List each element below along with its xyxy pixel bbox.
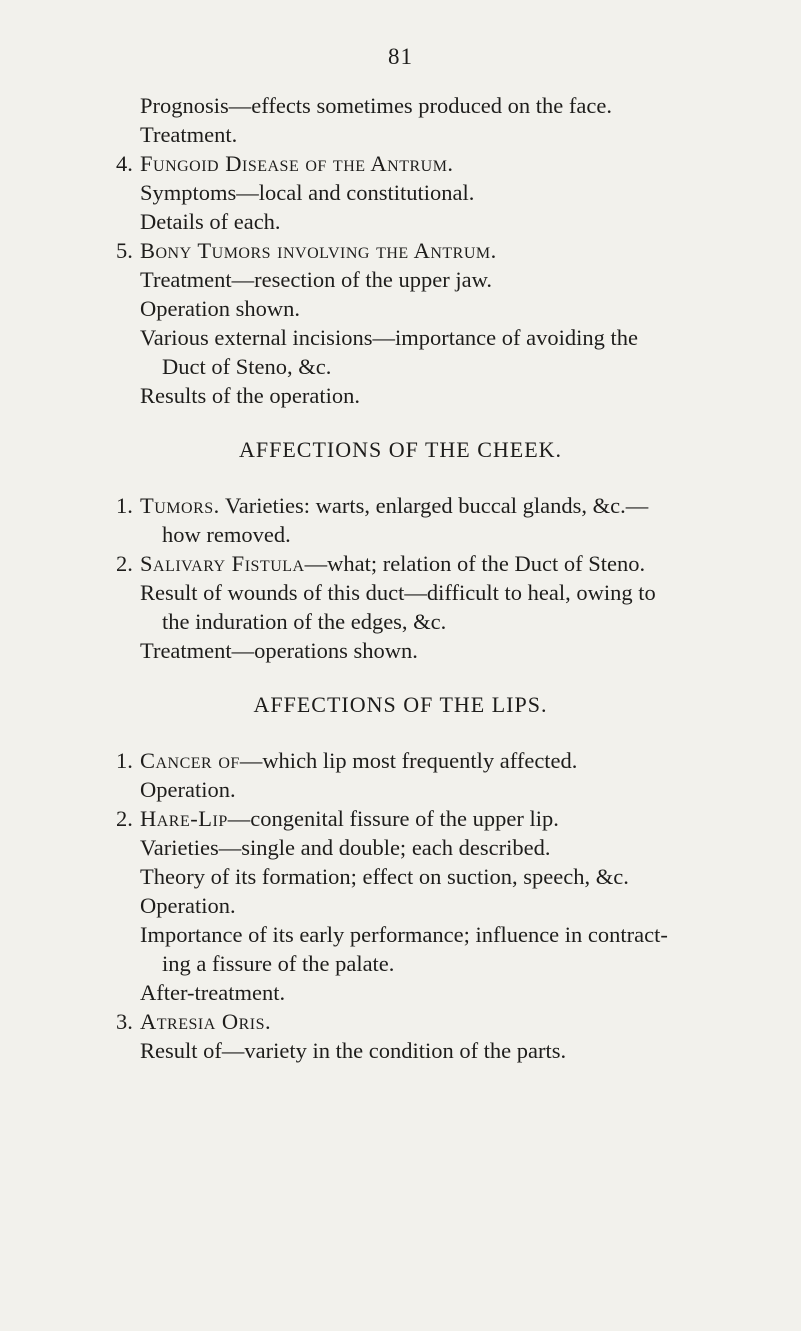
text-line: Treatment—operations shown.	[140, 638, 418, 663]
entry-text: Varieties: warts, enlarged buccal glands, &c.—	[219, 493, 649, 518]
entry-heading: Atresia Oris.	[140, 1009, 272, 1034]
entry-number: 2.	[116, 806, 133, 831]
text-line: the induration of the edges, &c.	[162, 609, 447, 634]
entry-heading: Fungoid Disease of the Antrum.	[140, 151, 454, 176]
text-line: Operation shown.	[140, 296, 300, 321]
numbered-entry	[116, 549, 646, 579]
text-line: Duct of Steno, &c.	[162, 354, 332, 379]
text-line: Operation.	[140, 777, 236, 802]
text-line: Result of wounds of this duct—difficult to heal, owing to	[140, 580, 656, 605]
numbered-entry	[116, 236, 497, 266]
text-line: Treatment—resection of the upper jaw.	[140, 267, 492, 292]
entry-text: —which lip most frequently affected.	[239, 748, 578, 773]
entry-number: 5.	[116, 238, 133, 263]
page-number: 81	[388, 44, 413, 69]
entry-text: —what; relation of the Duct of Steno.	[304, 551, 646, 576]
text-line: Details of each.	[140, 209, 281, 234]
section-heading-lips: AFFECTIONS OF THE LIPS.	[253, 692, 548, 717]
numbered-entry	[116, 1007, 272, 1037]
text-line: Symptoms—local and constitutional.	[140, 180, 475, 205]
entry-number: 2.	[116, 551, 133, 576]
entry-text: —congenital fissure of the upper lip.	[227, 806, 559, 831]
entry-heading: Cancer of	[140, 748, 240, 773]
text-line: Result of—variety in the condition of the parts.	[140, 1038, 567, 1063]
entry-number: 3.	[116, 1009, 133, 1034]
text-line: Treatment.	[140, 122, 238, 147]
entry-heading: Salivary Fistula	[140, 551, 305, 576]
text-line: Various external incisions—importance of avoiding the	[140, 325, 638, 350]
text-line: Results of the operation.	[140, 383, 360, 408]
text-line: how removed.	[162, 522, 291, 547]
text-line: After-treatment.	[140, 980, 286, 1005]
entry-number: 1.	[116, 493, 133, 518]
entry-number: 1.	[116, 748, 133, 773]
text-line: Importance of its early performance; influence in contract-	[140, 922, 668, 947]
text-line: Theory of its formation; effect on suction, speech, &c.	[140, 864, 629, 889]
text-line: Operation.	[140, 893, 236, 918]
text-line: ing a fissure of the palate.	[162, 951, 395, 976]
entry-number: 4.	[116, 151, 133, 176]
entry-heading: Tumors.	[140, 493, 220, 518]
section-heading-cheek: AFFECTIONS OF THE CHEEK.	[238, 437, 563, 462]
text-line: Prognosis—effects sometimes produced on the face.	[140, 93, 612, 118]
entry-heading: Hare-Lip	[140, 806, 228, 831]
numbered-entry	[116, 804, 559, 834]
numbered-entry	[116, 149, 454, 179]
text-line: Varieties—single and double; each described.	[140, 835, 551, 860]
numbered-entry	[116, 491, 649, 521]
entry-heading: Bony Tumors involving the Antrum.	[140, 238, 497, 263]
numbered-entry	[116, 746, 578, 776]
